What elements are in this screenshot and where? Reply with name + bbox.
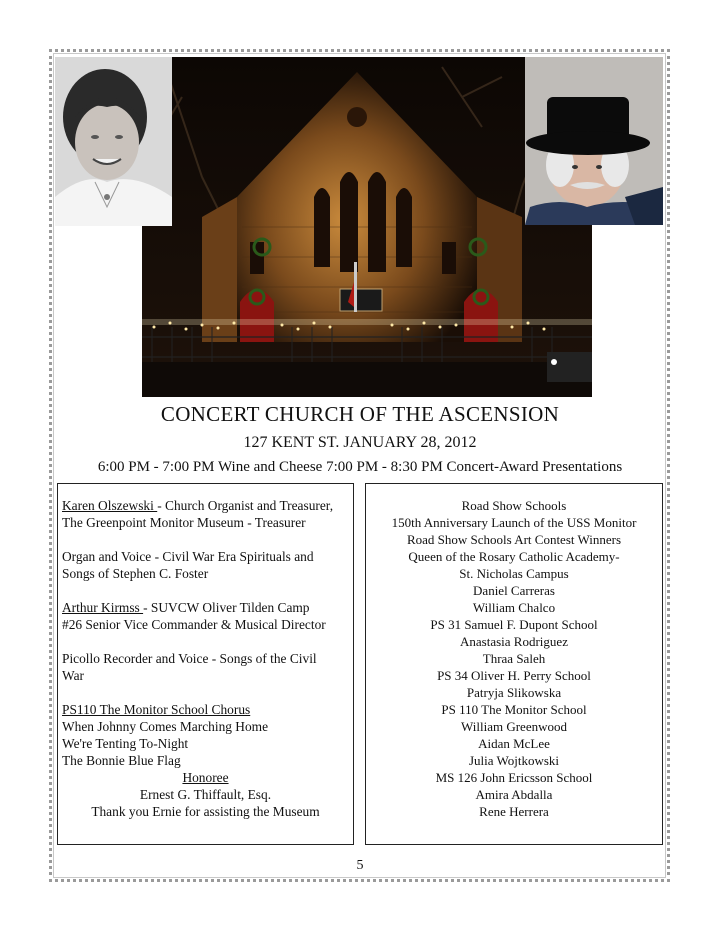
organ-line-1: Organ and Voice - Civil War Era Spirituals and: [62, 549, 314, 564]
song-1: When Johnny Comes Marching Home: [62, 719, 269, 734]
arthur-role: - SUVCW Oliver Tilden Camp: [143, 600, 310, 615]
list-item: PS 110 The Monitor School: [441, 702, 587, 717]
picollo-line-2: War: [62, 668, 84, 683]
list-item: 150th Anniversary Launch of the USS Monitor: [391, 515, 637, 530]
song-3: The Bonnie Blue Flag: [62, 753, 181, 768]
list-item: Road Show Schools: [461, 498, 567, 513]
karen-name: Karen Olszewski: [62, 498, 158, 513]
thanks-line: Thank you Ernie for assisting the Museum: [91, 804, 320, 819]
honoree-label: Honoree: [182, 770, 229, 785]
award-winners-box: [365, 483, 663, 845]
arthur-line: [62, 599, 353, 616]
list-item: MS 126 John Ericsson School: [435, 770, 593, 785]
page-number: 5: [356, 858, 364, 873]
picollo-line-1: Picollo Recorder and Voice - Songs of the Civil: [62, 651, 317, 666]
list-item: Rene Herrera: [479, 804, 549, 819]
organ-line-2: Songs of Stephen C. Foster: [62, 566, 209, 581]
list-item: Road Show Schools Art Contest Winners: [406, 532, 622, 547]
list-item: Queen of the Rosary Catholic Academy-: [408, 549, 620, 564]
karen-role-2: The Greenpoint Monitor Museum - Treasurer: [62, 515, 306, 530]
portrait-karen-olszewski: [55, 57, 172, 226]
list-item: PS 34 Oliver H. Perry School: [437, 668, 591, 683]
page-title: CONCERT CHURCH OF THE ASCENSION: [160, 402, 560, 426]
list-item: Thraa Saleh: [482, 651, 546, 666]
event-schedule: 6:00 PM - 7:00 PM Wine and Cheese 7:00 PM - 8:30 PM Concert-Award Presentations: [97, 459, 623, 475]
song-2: We're Tenting To-Night: [62, 736, 189, 751]
list-item: Daniel Carreras: [473, 583, 555, 598]
list-item: William Greenwood: [461, 719, 567, 734]
list-item: Anastasia Rodriguez: [460, 634, 568, 649]
list-item: William Chalco: [472, 600, 556, 615]
list-item: St. Nicholas Campus: [459, 566, 569, 581]
list-item: Amira Abdalla: [475, 787, 553, 802]
arthur-role-2: #26 Senior Vice Commander & Musical Director: [62, 617, 326, 632]
chorus-name: PS110 The Monitor School Chorus: [62, 702, 251, 717]
list-item: Patryja Slikowska: [466, 685, 562, 700]
honoree-name: Ernest G. Thiffault, Esq.: [139, 787, 272, 802]
list-item: Aidan McLee: [478, 736, 550, 751]
karen-role: - Church Organist and Treasurer,: [157, 498, 334, 513]
arthur-name: Arthur Kirmss: [62, 600, 144, 615]
address-date: 127 KENT ST. JANUARY 28, 2012: [243, 434, 477, 451]
portrait-arthur-kirmss: [525, 57, 663, 225]
list-item: Julia Wojtkowski: [468, 753, 560, 768]
list-item: PS 31 Samuel F. Dupont School: [430, 617, 598, 632]
performers-box: [57, 483, 354, 845]
karen-line: [62, 497, 353, 514]
